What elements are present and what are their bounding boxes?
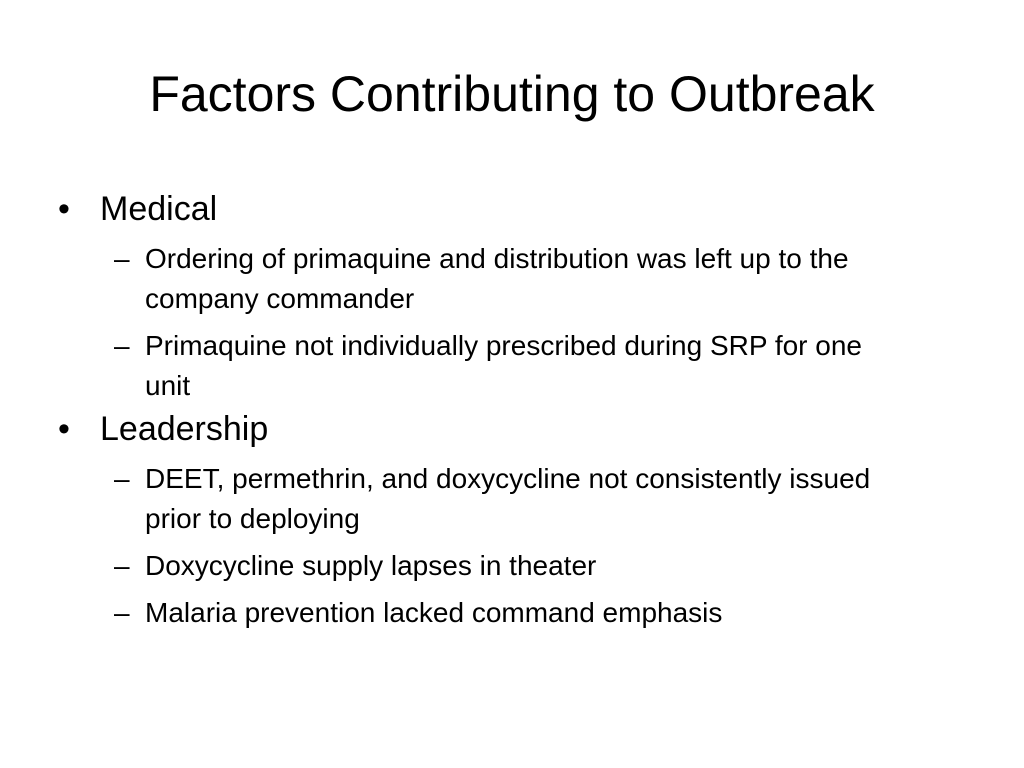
dash-icon: – [114, 597, 130, 628]
bullet-heading: Medical [100, 190, 218, 228]
bullet-heading: Leadership [100, 410, 269, 448]
sub-bullet-list [56, 459, 976, 633]
sub-bullet-list [56, 239, 976, 406]
sub-bullet-text: Ordering of primaquine and distribution was left up to the company commander [145, 243, 849, 314]
sub-bullet-item [56, 593, 885, 633]
sub-bullet-text: DEET, permethrin, and doxycycline not consistently issued prior to deploying [145, 463, 871, 534]
section-leadership [56, 406, 976, 633]
sub-bullet-item [56, 459, 885, 539]
dash-icon: – [114, 330, 130, 361]
sub-bullet-item [56, 326, 885, 406]
slide-title: Factors Contributing to Outbreak [149, 66, 875, 122]
section-medical [56, 186, 976, 406]
sub-bullet-item [56, 546, 885, 586]
bullet-item [56, 406, 976, 452]
sub-bullet-item [56, 239, 885, 319]
bullet-item [56, 186, 976, 232]
bullet-icon: • [58, 410, 70, 448]
dash-icon: – [114, 243, 130, 274]
bullet-icon: • [58, 190, 70, 228]
dash-icon: – [114, 463, 130, 494]
dash-icon: – [114, 550, 130, 581]
sub-bullet-text: Primaquine not individually prescribed during SRP for one unit [145, 330, 862, 401]
sub-bullet-text: Doxycycline supply lapses in theater [145, 550, 597, 581]
slide-body [56, 186, 976, 633]
sub-bullet-text: Malaria prevention lacked command emphasis [145, 597, 723, 628]
